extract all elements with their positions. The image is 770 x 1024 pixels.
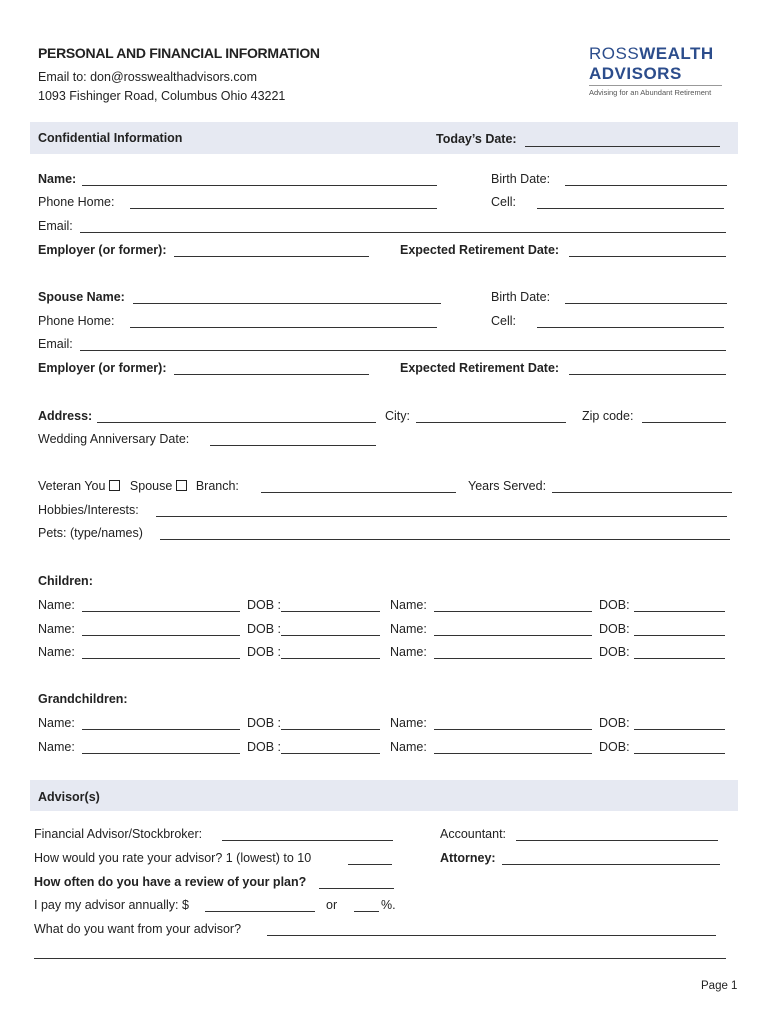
grandchild-dob-label: DOB : <box>247 716 282 730</box>
hobbies-field[interactable] <box>156 516 727 517</box>
todays-date-field[interactable] <box>525 146 720 147</box>
hobbies-label: Hobbies/Interests: <box>38 503 139 517</box>
child-name-2-label: Name: <box>390 645 427 659</box>
child-name-field[interactable] <box>82 611 240 612</box>
child-name-2-label: Name: <box>390 621 427 636</box>
grandchild-name-2-label: Name: <box>390 739 427 754</box>
review-frequency-label: How often do you have a review of your plan? <box>34 875 307 889</box>
logo-word-advisors: ADVISORS <box>589 64 682 83</box>
logo-word-wealth: WEALTH <box>639 44 714 63</box>
grandchild-dob-2-label: DOB: <box>599 716 630 730</box>
veteran-spouse-checkbox[interactable] <box>176 480 187 491</box>
child-dob-label: DOB : <box>247 621 282 636</box>
attorney-label: Attorney: <box>440 851 496 865</box>
pets-field[interactable] <box>160 539 730 540</box>
spouse-email-field[interactable] <box>80 350 726 351</box>
advisor-rating-label: How would you rate your advisor? 1 (lowest) to 10 <box>34 851 312 865</box>
todays-date-label: Today’s Date: <box>436 132 517 146</box>
client-email-label: Email: <box>38 219 73 233</box>
zip-field[interactable] <box>642 422 726 423</box>
grandchild-name-label: Name: <box>38 716 75 730</box>
accountant-field[interactable] <box>516 840 718 841</box>
logo-tagline: Advising for an Abundant Retirement <box>589 88 712 97</box>
child-name-label: Name: <box>38 598 75 612</box>
client-phone-home-field[interactable] <box>130 208 437 209</box>
spouse-name-label: Spouse Name: <box>38 290 125 304</box>
advisor-pay-label: I pay my advisor annually: $ <box>34 898 189 912</box>
pets-label: Pets: (type/names) <box>38 526 143 540</box>
advisor-wants-field[interactable] <box>267 935 716 936</box>
branch-field[interactable] <box>261 492 456 493</box>
grandchild-dob-field[interactable] <box>281 753 380 754</box>
child-dob-label: DOB : <box>247 645 282 659</box>
spouse-phone-home-field[interactable] <box>130 327 437 328</box>
child-name-2-field[interactable] <box>434 611 592 612</box>
child-dob-label: DOB : <box>247 598 282 612</box>
child-dob-2-label: DOB: <box>599 645 630 659</box>
grandchild-name-field[interactable] <box>82 729 240 730</box>
wedding-anniversary-field[interactable] <box>210 445 376 446</box>
spouse-cell-label: Cell: <box>491 314 517 328</box>
client-name-label: Name: <box>38 172 77 186</box>
client-birth-date-label: Birth Date: <box>491 172 551 186</box>
spouse-cell-field[interactable] <box>537 327 724 328</box>
spouse-employer-field[interactable] <box>174 374 369 375</box>
grandchild-name-field[interactable] <box>82 753 240 754</box>
address-field[interactable] <box>97 422 376 423</box>
veteran-row <box>38 479 239 493</box>
logo-divider <box>589 85 722 86</box>
grandchild-name-2-field[interactable] <box>434 753 592 754</box>
client-employer-label: Employer (or former): <box>38 243 167 257</box>
child-name-2-field[interactable] <box>434 635 592 636</box>
child-dob-field[interactable] <box>281 635 380 636</box>
client-birth-date-field[interactable] <box>565 185 727 186</box>
children-heading: Children: <box>38 574 93 588</box>
advisor-pay-or: or <box>326 898 338 912</box>
page-number: Page 1 <box>701 980 738 992</box>
grandchild-dob-2-field[interactable] <box>634 753 725 754</box>
advisor-pay-percent-sign: %. <box>381 898 396 912</box>
spouse-retirement-field[interactable] <box>569 374 726 375</box>
spouse-name-field[interactable] <box>133 303 441 304</box>
child-dob-2-field[interactable] <box>634 611 725 612</box>
review-frequency-field[interactable] <box>319 888 394 889</box>
city-field[interactable] <box>416 422 566 423</box>
accountant-label: Accountant: <box>440 827 507 841</box>
child-dob-2-field[interactable] <box>634 658 725 659</box>
branch-label: Branch: <box>195 479 239 493</box>
client-cell-label: Cell: <box>491 195 517 209</box>
veteran-you-label: Veteran You <box>38 479 106 493</box>
attorney-field[interactable] <box>502 864 720 865</box>
spouse-email-label: Email: <box>38 337 73 351</box>
form-title: PERSONAL AND FINANCIAL INFORMATION <box>38 45 320 61</box>
financial-advisor-field[interactable] <box>222 840 393 841</box>
veteran-you-checkbox[interactable] <box>109 480 120 491</box>
child-dob-field[interactable] <box>281 611 380 612</box>
client-cell-field[interactable] <box>537 208 724 209</box>
financial-advisor-label: Financial Advisor/Stockbroker: <box>34 827 203 841</box>
child-name-field[interactable] <box>82 635 240 636</box>
spouse-employer-label: Employer (or former): <box>38 361 167 375</box>
years-served-label: Years Served: <box>468 479 547 493</box>
advisors-header-band <box>30 780 738 811</box>
spouse-birth-date-field[interactable] <box>565 303 727 304</box>
grandchild-dob-2-field[interactable] <box>634 729 725 730</box>
advisor-wants-label: What do you want from your advisor? <box>34 922 242 936</box>
client-employer-field[interactable] <box>174 256 369 257</box>
advisors-heading: Advisor(s) <box>38 790 100 804</box>
zip-label: Zip code: <box>582 409 634 423</box>
client-retirement-label: Expected Retirement Date: <box>400 243 560 257</box>
office-address: 1093 Fishinger Road, Columbus Ohio 43221 <box>38 89 286 103</box>
grandchild-name-2-field[interactable] <box>434 729 592 730</box>
grandchildren-heading: Grandchildren: <box>38 692 128 706</box>
advisor-rating-field[interactable] <box>348 864 392 865</box>
spouse-retirement-label: Expected Retirement Date: <box>400 361 560 375</box>
city-label: City: <box>385 409 410 423</box>
logo-word-ross: ROSS <box>589 44 640 63</box>
years-served-field[interactable] <box>552 492 732 493</box>
child-name-field[interactable] <box>82 658 240 659</box>
confidential-heading: Confidential Information <box>38 131 183 145</box>
spouse-birth-date-label: Birth Date: <box>491 290 551 304</box>
child-name-2-field[interactable] <box>434 658 592 659</box>
wedding-anniversary-label: Wedding Anniversary Date: <box>38 432 190 446</box>
child-dob-2-label: DOB: <box>599 598 630 612</box>
veteran-spouse-label: Spouse <box>129 479 173 493</box>
child-name-label: Name: <box>38 645 75 659</box>
advisor-pay-dollar-field[interactable] <box>205 911 315 912</box>
grandchild-dob-label: DOB : <box>247 739 282 754</box>
grandchild-name-2-label: Name: <box>390 716 427 730</box>
grandchild-name-label: Name: <box>38 739 75 754</box>
client-retirement-field[interactable] <box>569 256 726 257</box>
client-name-field[interactable] <box>82 185 437 186</box>
advisor-wants-field-line2[interactable] <box>34 958 726 959</box>
advisor-pay-percent-field[interactable] <box>354 911 379 912</box>
address-label: Address: <box>38 409 93 423</box>
child-name-label: Name: <box>38 621 75 636</box>
child-dob-field[interactable] <box>281 658 380 659</box>
child-name-2-label: Name: <box>390 598 427 612</box>
client-email-field[interactable] <box>80 232 726 233</box>
client-phone-home-label: Phone Home: <box>38 195 115 209</box>
spouse-phone-home-label: Phone Home: <box>38 314 115 328</box>
child-dob-2-field[interactable] <box>634 635 725 636</box>
grandchild-dob-field[interactable] <box>281 729 380 730</box>
grandchild-dob-2-label: DOB: <box>599 739 630 754</box>
email-to: Email to: don@rosswealthadvisors.com <box>38 70 258 84</box>
child-dob-2-label: DOB: <box>599 621 630 636</box>
